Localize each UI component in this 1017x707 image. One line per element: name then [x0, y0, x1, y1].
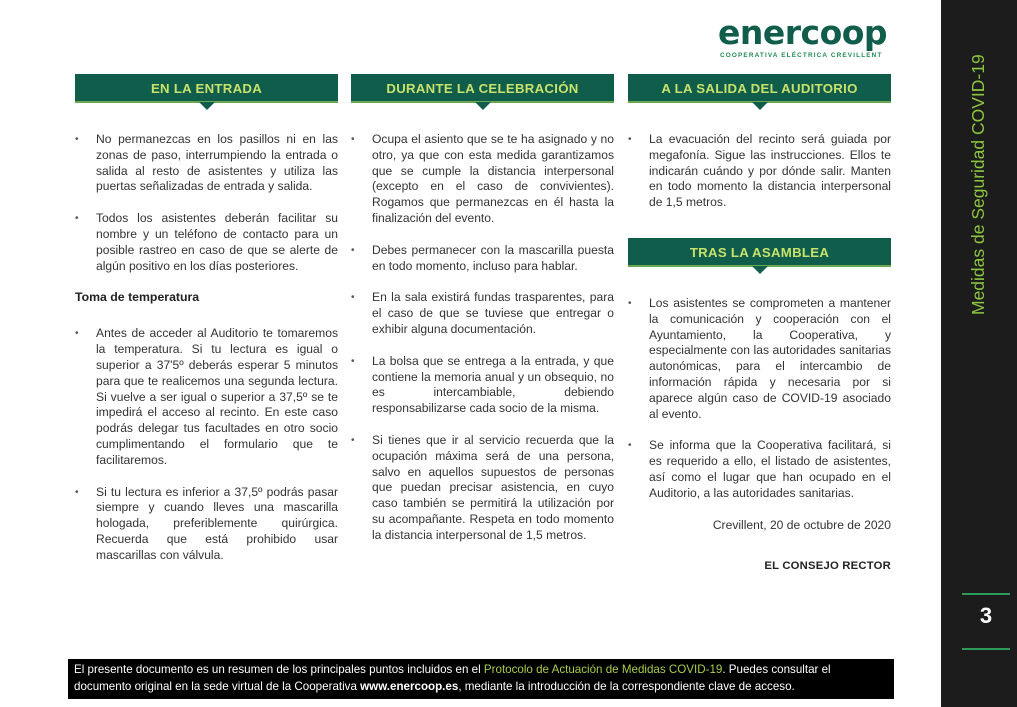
enercoop-logo: [718, 14, 893, 60]
list-item: • No permanezcas en los pasillos ni en las zonas de paso, interrumpiendo la entrada o salida al resto de asistentes y utiliza las puertas señalizadas de entrada y salida.: [75, 132, 338, 195]
list-temperatura: [75, 326, 338, 563]
list-item: • La evacuación del recinto será guiada por megafonía. Sigue las instrucciones. Ellos te indicarán cuándo y por dónde salir. Manten en todo momento la distancia interpersonal de 1,5 metros.: [628, 132, 891, 211]
heading-asamblea: TRAS LA ASAMBLEA: [628, 238, 891, 267]
list-salida: [628, 132, 891, 211]
list-celebracion: [351, 132, 614, 544]
page-number-bottom-rule: [962, 648, 1010, 650]
footer-text: , mediante la introducción de la correspondiente clave de acceso.: [458, 679, 795, 693]
subheading-temperatura: Toma de temperatura: [75, 290, 200, 305]
footer-note: [68, 659, 894, 699]
heading-entrada: EN LA ENTRADA: [75, 74, 338, 103]
list-item: • La bolsa que se entrega a la entrada, y que contiene la memoria anual y un obsequio, no es intercambiable, debiendo responsabilizarse cada socio de la misma.: [351, 354, 614, 417]
list-item: • En la sala existirá fundas trasparentes, para el caso de que se tuviese que entregar o exhibir alguna documentación.: [351, 290, 614, 337]
list-item: • Ocupa el asiento que se te ha asignado y no otro, ya que con esta medida garantizamos que se cumple la distancia interpersonal (excepto en el caso de convivientes). Rogamos que permanezcas en él hasta la finalización del evento.: [351, 132, 614, 227]
document-date: Crevillent, 20 de octubre de 2020: [712, 517, 891, 532]
document-signer: EL CONSEJO RECTOR: [764, 559, 891, 572]
list-item: • Si tienes que ir al servicio recuerda que la ocupación máxima será de una persona, salvo en aquellos supuestos de personas que puedan precisar asistencia, en cuyo caso también se permitirá la utilización por su acompañante. Respeta en todo momento la distancia interpersonal de 1,5 metros.: [351, 433, 614, 544]
footer-text: . Puedes consultar el documento original en la sede virtual de la Cooperativa: [74, 663, 831, 693]
list-item: • Los asistentes se comprometen a mantener la comunicación y cooperación con el Ayuntamiento, la Cooperativa, y especialmente con las autoridades sanitarias autonómicas, para el intercambio de información rápida y necesaria por si aparece algún caso de COVID-19 asociado al evento.: [628, 296, 891, 422]
list-item: • Antes de acceder al Auditorio te tomaremos la temperatura. Si tu lectura es igual o superior a 37'5º deberás esperar 5 minutos para que te realicemos una segunda lectura. Si vuelve a ser igual o superior a 37,5º se te impedirá el acceso al recinto. En este caso podrás delegar tus facultades en otro socio cumplimentando el formulario que te facilitaremos.: [75, 326, 338, 468]
website-link[interactable]: www.enercoop.es: [360, 679, 459, 693]
heading-salida: A LA SALIDA DEL AUDITORIO: [628, 74, 891, 103]
logo-subtitle: COOPERATIVA ELÉCTRICA CREVILLENT: [720, 52, 883, 59]
list-asamblea: [628, 296, 891, 502]
list-entrada: [75, 132, 338, 274]
list-item: • Todos los asistentes deberán facilitar su nombre y un teléfono de contacto para un posible rastreo en caso de que se alerte de algún positivo en los días posteriores.: [75, 211, 338, 274]
list-item: • Debes permanecer con la mascarilla puesta en todo momento, incluso para hablar.: [351, 243, 614, 275]
sidebar-title: Medidas de Seguridad COVID-19: [968, 54, 988, 315]
list-item: • Se informa que la Cooperativa facilitará, si es requerido a ello, el listado de asistentes, así como el lugar que han ocupado en el Auditorio, a las autoridades sanitarias.: [628, 438, 891, 501]
protocol-link[interactable]: Protocolo de Actuación de Medidas COVID-19: [483, 663, 723, 676]
page-number-top-rule: [962, 593, 1010, 595]
page-number: 3: [979, 603, 993, 628]
column-celebracion: [351, 74, 614, 560]
logo-wordmark: enercoop: [718, 13, 888, 52]
footer-text: El presente documento es un resumen de los principales puntos incluidos en el: [74, 663, 484, 676]
column-entrada: [75, 74, 338, 580]
heading-celebracion: DURANTE LA CELEBRACIÓN: [351, 74, 614, 103]
column-salida: [628, 74, 891, 572]
list-item: • Si tu lectura es inferior a 37,5º podrás pasar siempre y cuando lleves una mascarilla hologada, preferiblemente quirúrgica. Recuerda que está prohibido usar mascarillas con válvula.: [75, 485, 338, 564]
